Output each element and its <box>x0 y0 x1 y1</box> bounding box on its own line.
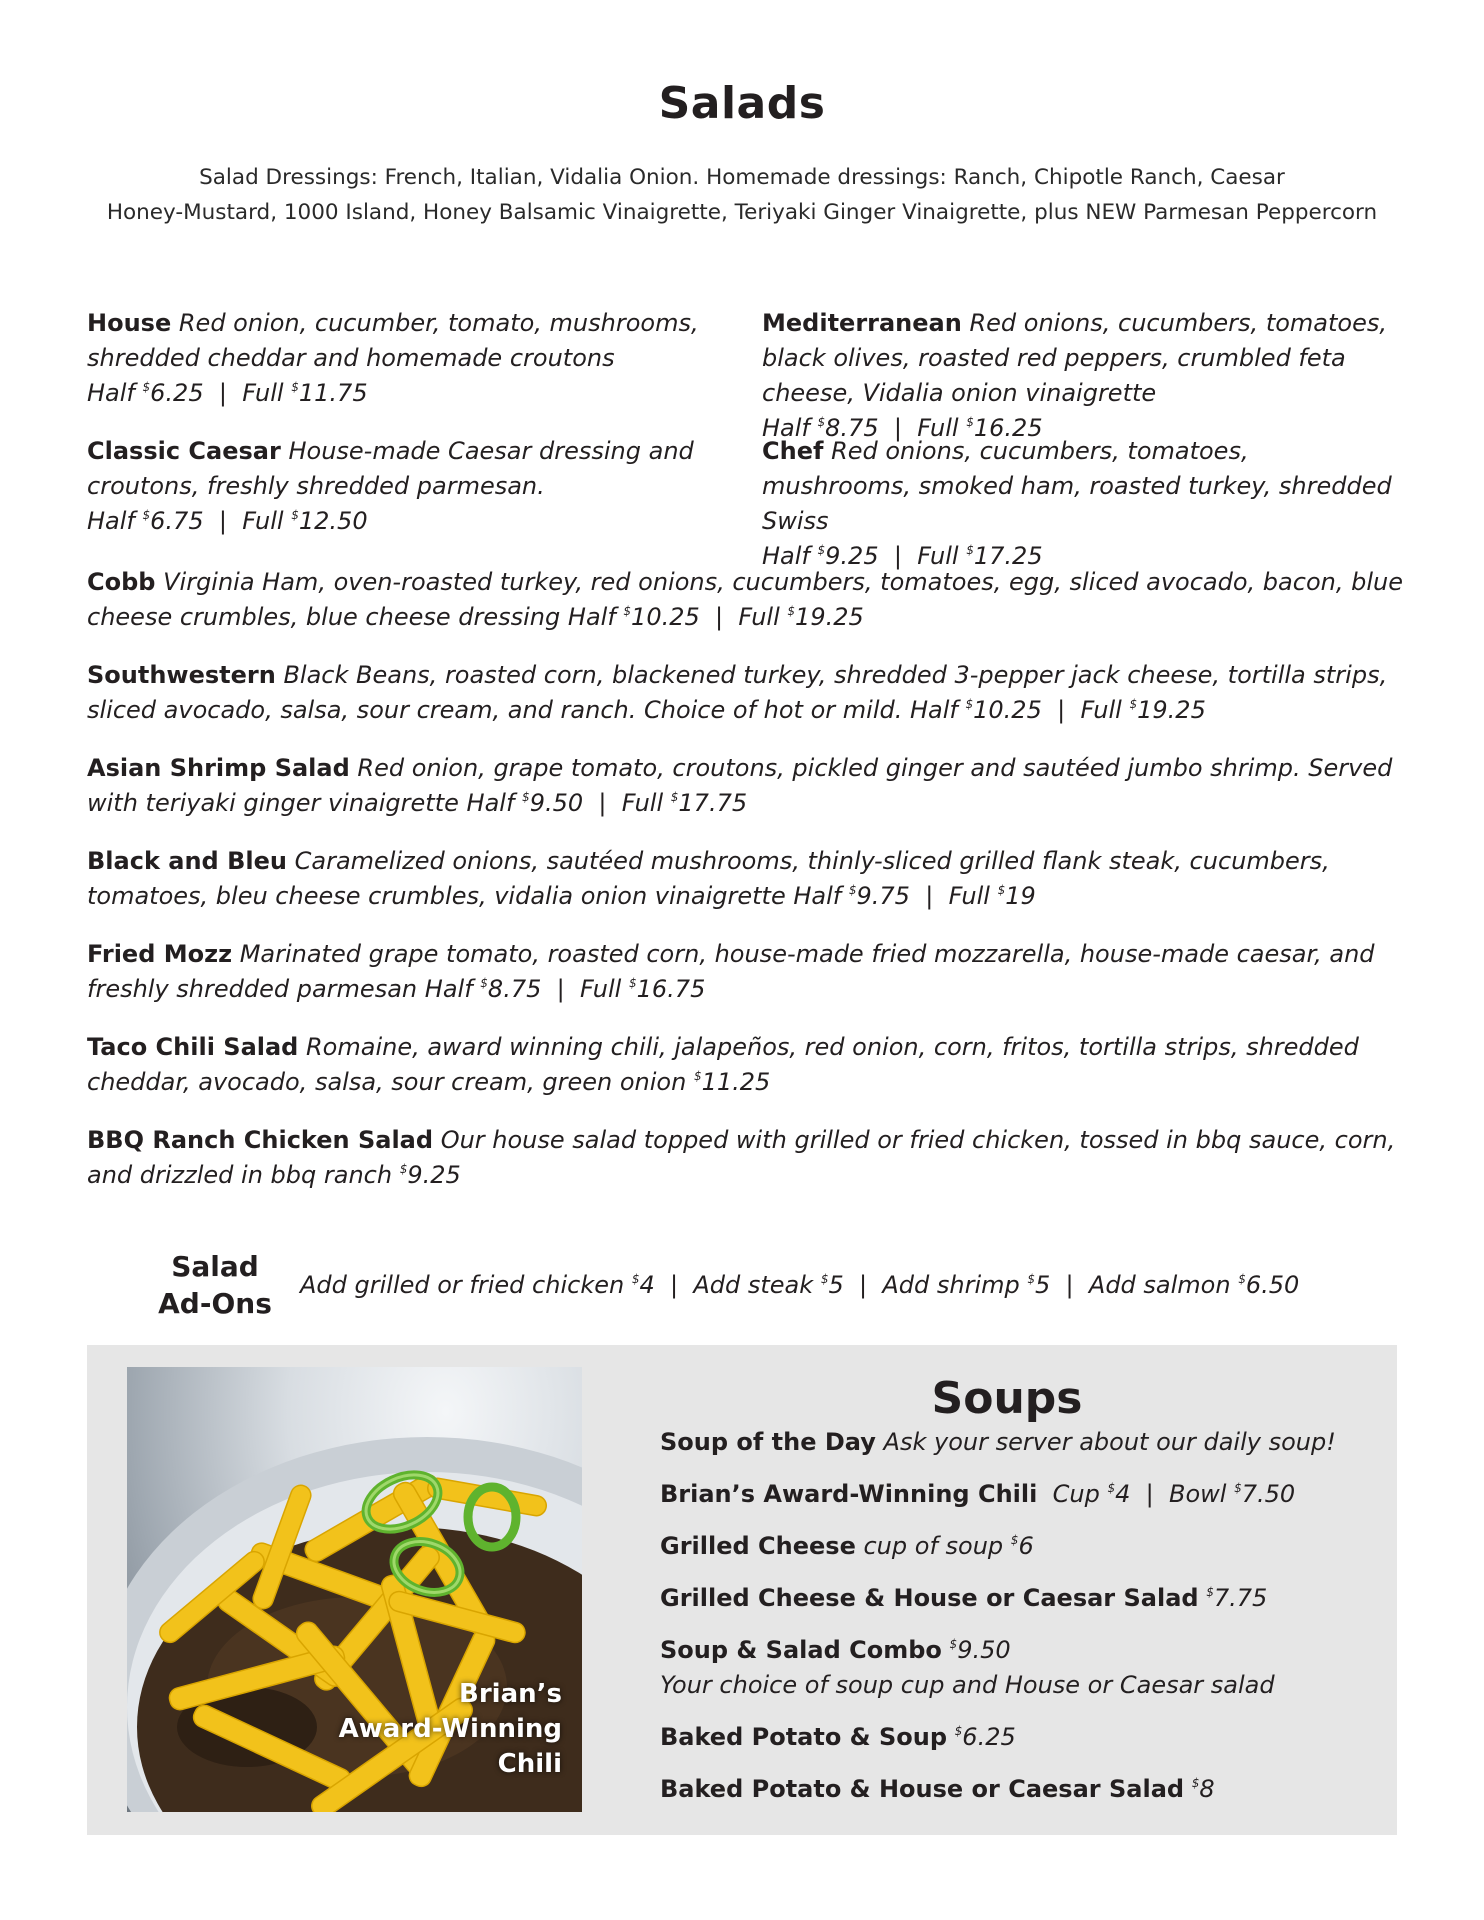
salad-price: Half $8.75 | Full $16.25 <box>762 414 1043 442</box>
soup-baked-potato-salad: Baked Potato & House or Caesar Salad $8 <box>660 1775 1215 1803</box>
salad-desc: Our house salad topped with grilled or fried chicken, tossed in bbq sauce, corn, and drizzled in bbq ranch <box>87 1126 1396 1189</box>
salad-name: Taco Chili Salad <box>87 1033 299 1061</box>
soups-title: Soups <box>931 1373 1083 1424</box>
soup-salad-combo: Soup & Salad Combo $9.50 Your choice of soup cup and House or Caesar salad <box>660 1636 1275 1699</box>
addon-steak: Add steak $5 <box>693 1271 844 1299</box>
soup-of-the-day: Soup of the Day Ask your server about our daily soup! <box>660 1428 1336 1456</box>
soup-baked-potato-soup: Baked Potato & Soup $6.25 <box>660 1723 1016 1751</box>
addon-chicken: Add grilled or fried chicken $4 <box>300 1271 655 1299</box>
salads-title: Salads <box>658 78 826 129</box>
salad-price: Half $10.25 | Full $19.25 <box>909 696 1206 724</box>
salad-name: Southwestern <box>87 661 276 689</box>
dressings-line-2: Honey-Mustard, 1000 Island, Honey Balsamic Vinaigrette, Teriyaki Ginger Vinaigrette, plus NEW Parmesan Peppercorn <box>106 200 1378 225</box>
salad-taco-chili <box>87 1030 1407 1100</box>
salad-southwestern <box>87 658 1407 728</box>
salad-price: Half $9.75 | Full $19 <box>793 882 1036 910</box>
addon-salmon: Add salmon $6.50 <box>1088 1271 1300 1299</box>
salad-fried-mozz <box>87 937 1407 1007</box>
photo-caption: Brian’s Award-Winning Chili <box>338 1679 562 1779</box>
dressings-line-1: Salad Dressings: French, Italian, Vidalia Onion. Homemade dressings: Ranch, Chipotle Ranch, Caesar <box>199 165 1285 190</box>
soup-grilled-cheese-salad: Grilled Cheese & House or Caesar Salad $7.75 <box>660 1584 1268 1612</box>
salad-name: Cobb <box>87 568 156 596</box>
salad-desc: House-made Caesar dressing and croutons, freshly shredded parmesan. <box>87 437 694 500</box>
salad-desc: Black Beans, roasted corn, blackened turkey, shredded 3-pepper jack cheese, tortilla strips, sliced avocado, salsa, sour cream, and ranch. Choice of hot or mild. <box>87 661 1388 724</box>
salad-name: Fried Mozz <box>87 940 233 968</box>
salad-price: $9.25 <box>399 1161 461 1189</box>
salad-price: Half $10.25 | Full $19.25 <box>567 603 864 631</box>
salad-bbq-ranch-chicken <box>87 1123 1407 1193</box>
salad-desc: Caramelized onions, sautéed mushrooms, thinly-sliced grilled flank steak, cucumbers, tomatoes, bleu cheese crumbles, vidalia onion vinaigrette <box>87 847 1330 910</box>
salad-chef <box>762 434 1402 574</box>
salad-price: Half $6.75 | Full $12.50 <box>87 507 368 535</box>
soup-grilled-cheese: Grilled Cheese cup of soup $6 <box>660 1532 1034 1560</box>
addons-list: Add grilled or fried chicken $4 | Add steak $5 | Add shrimp $5 | Add salmon $6.50 <box>300 1271 1300 1299</box>
salad-black-and-bleu <box>87 844 1407 914</box>
salad-desc: Romaine, award winning chili, jalapeños, red onion, corn, fritos, tortilla strips, shredded cheddar, avocado, salsa, sour cream, green onion <box>87 1033 1359 1096</box>
soup-list <box>660 1425 1380 1824</box>
salad-price: $11.25 <box>693 1068 771 1096</box>
salad-price: Half $6.25 | Full $11.75 <box>87 379 368 407</box>
salad-desc: Red onions, cucumbers, tomatoes, black olives, roasted red peppers, crumbled feta cheese, Vidalia onion vinaigrette <box>762 309 1387 407</box>
salad-house <box>87 306 727 411</box>
salad-desc: Red onions, cucumbers, tomatoes, mushrooms, smoked ham, roasted turkey, shredded Swiss <box>762 437 1392 535</box>
soup-chili: Brian’s Award-Winning Chili Cup $4 | Bowl $7.50 <box>660 1480 1296 1508</box>
dressings-note <box>60 160 1424 230</box>
chili-photo <box>127 1367 582 1812</box>
addons-label: Salad Ad-Ons <box>158 1250 272 1320</box>
addon-shrimp: Add shrimp $5 <box>882 1271 1051 1299</box>
salad-name: House <box>87 309 172 337</box>
salad-classic-caesar <box>87 434 727 539</box>
salad-desc: Marinated grape tomato, roasted corn, house-made fried mozzarella, house-made caesar, and freshly shredded parmesan <box>87 940 1375 1003</box>
salad-desc: Virginia Ham, oven-roasted turkey, red onions, cucumbers, tomatoes, egg, sliced avocado, bacon, blue cheese crumbles, blue cheese dressing <box>87 568 1403 631</box>
salad-asian-shrimp <box>87 751 1407 821</box>
salad-price: Half $9.25 | Full $17.25 <box>762 542 1043 570</box>
salad-mediterranean <box>762 306 1402 446</box>
salad-name: Black and Bleu <box>87 847 287 875</box>
salad-price: Half $9.50 | Full $17.75 <box>466 789 748 817</box>
salad-desc: Red onion, cucumber, tomato, mushrooms, shredded cheddar and homemade croutons <box>87 309 699 372</box>
salad-name: Asian Shrimp Salad <box>87 754 350 782</box>
salad-name: Chef <box>762 437 824 465</box>
salad-cobb <box>87 565 1407 635</box>
salad-name: Mediterranean <box>762 309 962 337</box>
salad-name: Classic Caesar <box>87 437 281 465</box>
soups-panel <box>87 1345 1397 1835</box>
salad-desc: Red onion, grape tomato, croutons, pickled ginger and sautéed jumbo shrimp. Served with teriyaki ginger vinaigrette <box>87 754 1393 817</box>
salad-name: BBQ Ranch Chicken Salad <box>87 1126 434 1154</box>
salad-price: Half $8.75 | Full $16.75 <box>424 975 706 1003</box>
